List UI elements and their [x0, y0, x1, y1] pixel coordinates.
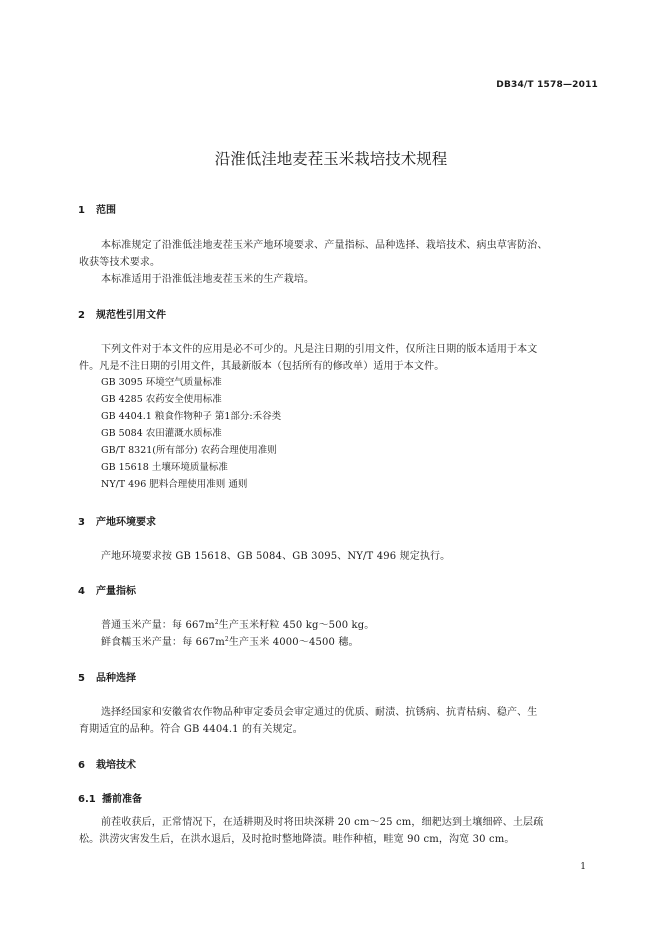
reference-item: GB 4285 农药安全使用标准: [101, 394, 222, 405]
reference-item: NY/T 496 肥料合理使用准则 通则: [101, 479, 248, 490]
yield-line-waxy-corn: [101, 633, 359, 648]
section-number: 1: [78, 205, 85, 216]
section-number: 5: [78, 673, 85, 684]
text-run: 生产玉米籽粒 450 kg～500 kg。: [218, 620, 375, 631]
paragraph-line: 前茬收获后，正常情况下，在适耕期及时将田块深耕 20 cm～25 cm，细耙达到土壤细碎、土层疏: [101, 817, 544, 828]
superscript: 2: [224, 636, 229, 643]
paragraph-line: 本标准适用于沿淮低洼地麦茬玉米的生产栽培。: [101, 274, 315, 285]
paragraph-line: 松。洪涝灾害发生后，在洪水退后，及时抢时整地降渍。畦作种植，畦宽 90 cm，沟宽 30 cm。: [79, 834, 515, 845]
section-1-heading: [78, 201, 116, 216]
paragraph-line: 本标准规定了沿淮低洼地麦茬玉米产地环境要求、产量指标、品种选择、栽培技术、病虫草害防治、: [101, 240, 548, 251]
section-6-heading: [78, 756, 136, 771]
section-5-heading: [78, 669, 136, 684]
superscript: 2: [214, 619, 219, 626]
section-title: 产量指标: [96, 586, 136, 597]
section-6-1-heading: [78, 790, 142, 805]
yield-line-regular-corn: [101, 616, 374, 631]
paragraph-line: 下列文件对于本文件的应用是必不可少的。凡是注日期的引用文件，仅所注日期的版本适用于本文: [101, 344, 538, 355]
section-title: 播前准备: [102, 794, 142, 805]
section-title: 范围: [96, 205, 116, 216]
section-number: 2: [78, 310, 85, 321]
reference-item: GB 15618 土壤环境质量标准: [101, 462, 228, 473]
section-number: 6: [78, 760, 85, 771]
page-number: 1: [580, 862, 586, 872]
section-4-heading: [78, 582, 136, 597]
text-run: 生产玉米 4000～4500 穗。: [228, 637, 359, 648]
document-title: 沿淮低洼地麦茬玉米栽培技术规程: [214, 150, 448, 168]
standard-code-header: DB34/T 1578—2011: [496, 80, 598, 90]
section-number: 3: [78, 517, 85, 528]
paragraph-line: 收获等技术要求。: [79, 257, 161, 268]
reference-item: GB 5084 农田灌溉水质标准: [101, 428, 222, 439]
section-number: 6.1: [78, 794, 96, 805]
text-run: 鲜食糯玉米产量：每 667m: [101, 637, 225, 648]
paragraph-line: 产地环境要求按 GB 15618、GB 5084、GB 3095、NY/T 496 规定执行。: [101, 551, 451, 562]
paragraph-line: 件。凡是不注日期的引用文件，其最新版本（包括所有的修改单）适用于本文件。: [79, 361, 445, 372]
reference-item: GB 3095 环境空气质量标准: [101, 377, 222, 388]
reference-item: GB/T 8321(所有部分) 农药合理使用准则: [101, 445, 277, 456]
section-title: 栽培技术: [96, 760, 136, 771]
section-title: 产地环境要求: [96, 517, 156, 528]
section-title: 品种选择: [96, 673, 136, 684]
section-2-heading: [78, 306, 166, 321]
paragraph-line: 育期适宜的品种。符合 GB 4404.1 的有关规定。: [79, 724, 303, 735]
text-run: 普通玉米产量：每 667m: [101, 620, 215, 631]
paragraph-line: 选择经国家和安徽省农作物品种审定委员会审定通过的优质、耐渍、抗锈病、抗青枯病、稳产、生: [101, 707, 538, 718]
section-number: 4: [78, 586, 85, 597]
reference-item: GB 4404.1 粮食作物种子 第1部分:禾谷类: [101, 411, 282, 422]
section-3-heading: [78, 513, 156, 528]
section-title: 规范性引用文件: [96, 310, 166, 321]
